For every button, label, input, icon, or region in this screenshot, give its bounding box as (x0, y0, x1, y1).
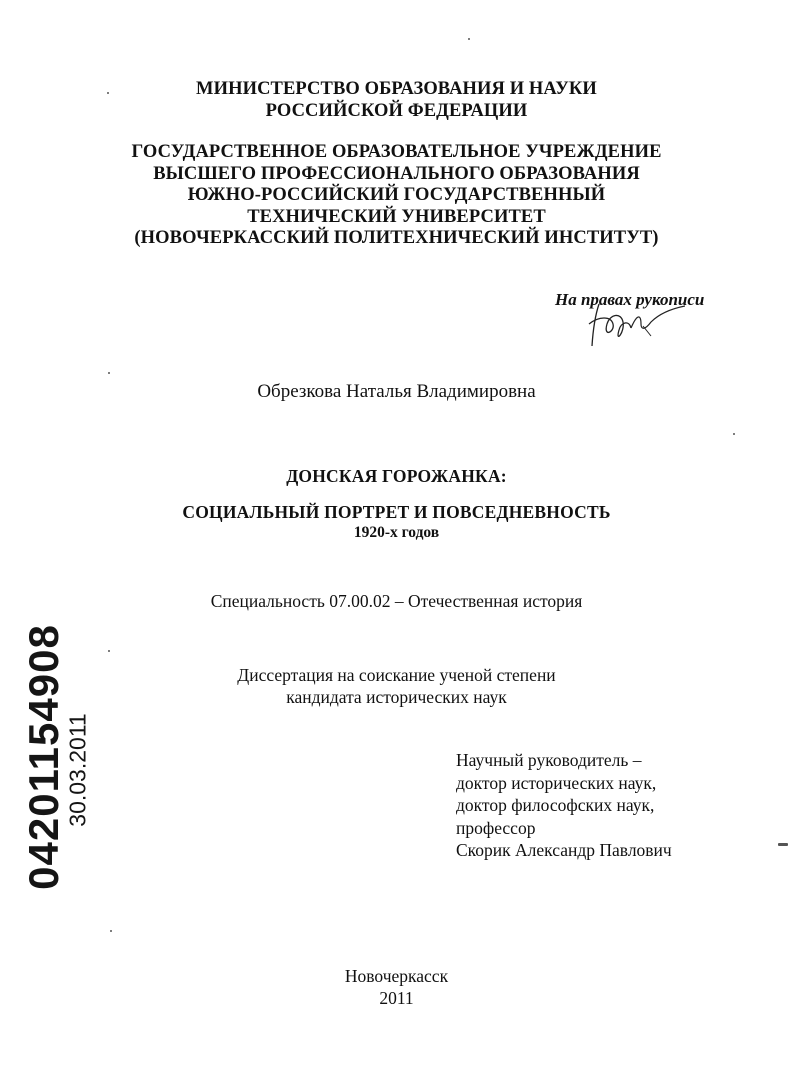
dissertation-title (0, 458, 793, 530)
ministry-line-2: РОССИЙСКОЙ ФЕДЕРАЦИИ (265, 101, 528, 121)
scan-speck (108, 372, 110, 374)
library-stamp-date: 30.03.2011 (64, 713, 91, 827)
manuscript-rights-note: На правах рукописи (555, 290, 705, 309)
year: 2011 (379, 988, 414, 1008)
scan-speck (107, 92, 109, 94)
handwritten-signature (585, 300, 685, 352)
advisor-line-1: Научный руководитель – (456, 750, 642, 770)
institution-line-2: ВЫСШЕГО ПРОФЕССИОНАЛЬНОГО ОБРАЗОВАНИЯ (153, 163, 640, 184)
institution-line-4: ТЕХНИЧЕСКИЙ УНИВЕРСИТЕТ (247, 206, 546, 227)
institution-line-1: ГОСУДАРСТВЕННОЕ ОБРАЗОВАТЕЛЬНОЕ УЧРЕЖДЕНИЕ (131, 142, 662, 162)
title-line-1: ДОНСКАЯ ГОРОЖАНКА: (286, 466, 507, 486)
institution-line-5: (НОВОЧЕРКАССКИЙ ПОЛИТЕХНИЧЕСКИЙ ИНСТИТУТ) (134, 228, 659, 248)
scan-speck (778, 843, 788, 846)
title-line-2: СОЦИАЛЬНЫЙ ПОРТРЕТ И ПОВСЕДНЕВНОСТЬ (182, 502, 611, 522)
scan-speck (468, 38, 470, 40)
degree-line-2: кандидата исторических наук (286, 687, 507, 707)
degree-line-1: Диссертация на соискание ученой степени (237, 665, 556, 685)
scan-speck (108, 650, 110, 652)
scan-speck (110, 930, 112, 932)
library-stamp-code: 04201154908 (20, 624, 67, 890)
title-years: 1920-х годов (353, 524, 440, 541)
scan-speck (733, 433, 735, 435)
city: Новочеркасск (344, 966, 449, 986)
ministry-line-1: МИНИСТЕРСТВО ОБРАЗОВАНИЯ И НАУКИ (196, 79, 597, 99)
advisor-line-3: доктор философских наук, (456, 795, 655, 815)
institution-line-3: ЮЖНО-РОССИЙСКИЙ ГОСУДАРСТВЕННЫЙ (187, 185, 606, 205)
degree-statement (0, 664, 793, 708)
ministry-heading (0, 78, 793, 122)
scientific-advisor (456, 749, 672, 862)
author-name: Обрезкова Наталья Владимировна (257, 381, 536, 402)
advisor-name: Скорик Александр Павлович (456, 840, 672, 860)
specialty: Специальность 07.00.02 – Отечественная история (210, 591, 583, 611)
advisor-line-2: доктор исторических наук, (456, 772, 657, 793)
institution-heading (0, 142, 793, 250)
advisor-line-4: профессор (456, 817, 536, 838)
